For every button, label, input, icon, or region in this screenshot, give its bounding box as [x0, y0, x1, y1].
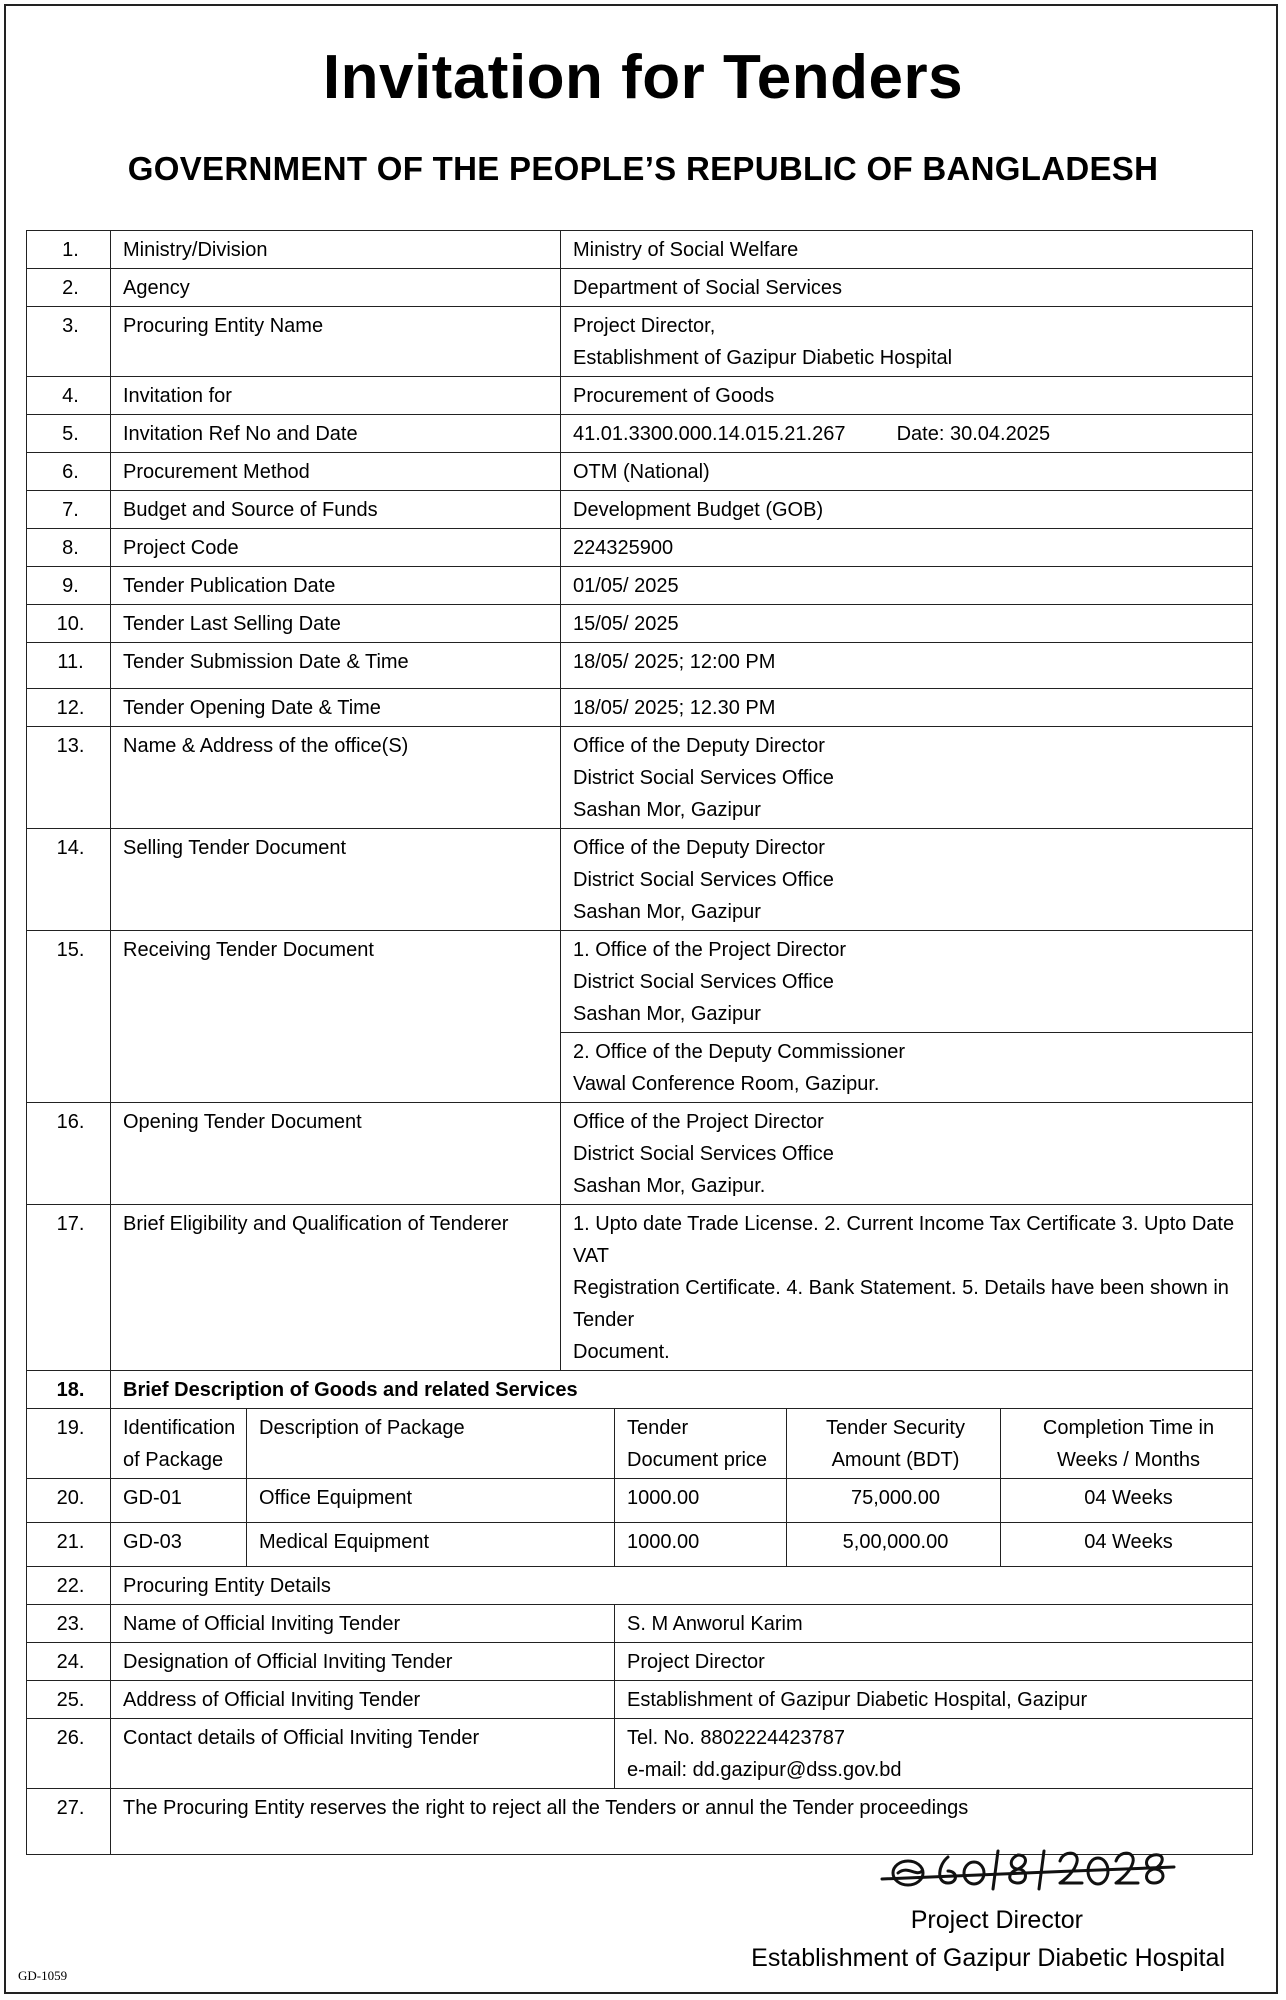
table-row — [27, 231, 1253, 269]
row-value: S. M Anworul Karim — [615, 1605, 1253, 1643]
package-price: 1000.00 — [615, 1479, 787, 1523]
row-number: 13. — [27, 727, 111, 829]
row-label: Budget and Source of Funds — [111, 491, 561, 529]
package-row — [27, 1479, 1253, 1523]
row-number: 21. — [27, 1523, 111, 1567]
header-line: Tender Security — [826, 1417, 965, 1439]
row-value: 224325900 — [561, 529, 1253, 567]
row-value: Development Budget (GOB) — [561, 491, 1253, 529]
header-description: Description of Package — [247, 1409, 615, 1479]
table-row — [27, 689, 1253, 727]
row-number: 18. — [27, 1371, 111, 1409]
value-line: Document. — [573, 1341, 670, 1363]
value-line: Sashan Mor, Gazipur — [573, 799, 761, 821]
row-number: 16. — [27, 1103, 111, 1205]
row-value — [561, 1033, 1253, 1103]
table-row — [27, 567, 1253, 605]
table-row — [27, 1567, 1253, 1605]
row-label: Designation of Official Inviting Tender — [111, 1643, 615, 1681]
package-id: GD-01 — [111, 1479, 247, 1523]
row-value: Project Director — [615, 1643, 1253, 1681]
header-line: of Package — [123, 1449, 224, 1471]
table-row — [27, 529, 1253, 567]
row-value: OTM (National) — [561, 453, 1253, 491]
value-line: District Social Services Office — [573, 1143, 834, 1165]
row-number: 1. — [27, 231, 111, 269]
row-number: 25. — [27, 1681, 111, 1719]
table-row — [27, 727, 1253, 829]
value-line: 1. Office of the Project Director — [573, 939, 847, 961]
row-label: Tender Submission Date & Time — [111, 643, 561, 689]
table-row — [27, 931, 1253, 1033]
row-label: Ministry/Division — [111, 231, 561, 269]
value-line: Sashan Mor, Gazipur — [573, 901, 761, 923]
row-number: 11. — [27, 643, 111, 689]
row-label: Opening Tender Document — [111, 1103, 561, 1205]
reservation-note: The Procuring Entity reserves the right to reject all the Tenders or annul the Tender proceedings — [111, 1789, 1253, 1855]
row-number: 8. — [27, 529, 111, 567]
table-row — [27, 1643, 1253, 1681]
value-line: Sashan Mor, Gazipur. — [573, 1175, 766, 1197]
row-value: Ministry of Social Welfare — [561, 231, 1253, 269]
row-number: 9. — [27, 567, 111, 605]
row-label: Procurement Method — [111, 453, 561, 491]
row-value — [561, 415, 1253, 453]
row-number: 19. — [27, 1409, 111, 1479]
row-number: 10. — [27, 605, 111, 643]
row-number: 24. — [27, 1643, 111, 1681]
table-row — [27, 491, 1253, 529]
row-label: Invitation for — [111, 377, 561, 415]
header-line: Tender — [627, 1417, 689, 1439]
package-time: 04 Weeks — [1001, 1479, 1253, 1523]
page-title: Invitation for Tenders — [322, 43, 964, 112]
row-value — [561, 829, 1253, 931]
table-row — [27, 1371, 1253, 1409]
header-line: Identification — [123, 1417, 236, 1439]
row-value: 18/05/ 2025; 12.30 PM — [561, 689, 1253, 727]
row-label: Tender Publication Date — [111, 567, 561, 605]
table-row — [27, 453, 1253, 491]
row-label: Tender Opening Date & Time — [111, 689, 561, 727]
row-value — [561, 1205, 1253, 1371]
signatory-organization: Establishment of Gazipur Diabetic Hospital — [751, 1944, 1225, 1972]
table-row — [27, 1103, 1253, 1205]
row-value — [561, 307, 1253, 377]
package-description: Medical Equipment — [247, 1523, 615, 1567]
row-number: 7. — [27, 491, 111, 529]
invitation-ref-no: 41.01.3300.000.14.015.21.267 — [573, 423, 846, 445]
table-row — [27, 829, 1253, 931]
row-number: 27. — [27, 1789, 111, 1855]
section-heading: Brief Description of Goods and related Services — [111, 1371, 1253, 1409]
package-security: 5,00,000.00 — [787, 1523, 1001, 1567]
header-line: Completion Time in — [1042, 1417, 1215, 1439]
row-number: 5. — [27, 415, 111, 453]
value-line: Registration Certificate. 4. Bank Statement. 5. Details have been shown in Tender — [573, 1277, 1229, 1331]
package-row — [27, 1523, 1253, 1567]
package-id: GD-03 — [111, 1523, 247, 1567]
value-line: 1. Upto date Trade License. 2. Current Income Tax Certificate 3. Upto Date VAT — [573, 1213, 1235, 1267]
row-number: 20. — [27, 1479, 111, 1523]
row-number: 15. — [27, 931, 111, 1103]
row-value: 01/05/ 2025 — [561, 567, 1253, 605]
value-line: Sashan Mor, Gazipur — [573, 1003, 761, 1025]
signatory-title: Project Director — [910, 1906, 1083, 1934]
value-line: e-mail: dd.gazipur@dss.gov.bd — [627, 1759, 902, 1781]
row-label: Procuring Entity Name — [111, 307, 561, 377]
row-value: Procurement of Goods — [561, 377, 1253, 415]
package-security: 75,000.00 — [787, 1479, 1001, 1523]
government-heading: GOVERNMENT OF THE PEOPLE’S REPUBLIC OF BANGLADESH — [127, 150, 1159, 187]
row-value: 18/05/ 2025; 12:00 PM — [561, 643, 1253, 689]
value-line: District Social Services Office — [573, 767, 834, 789]
table-row — [27, 643, 1253, 689]
package-price: 1000.00 — [615, 1523, 787, 1567]
row-label: Receiving Tender Document — [111, 931, 561, 1103]
table-row — [27, 1719, 1253, 1789]
tender-table — [26, 230, 1253, 1855]
row-label: Invitation Ref No and Date — [111, 415, 561, 453]
header-identification — [111, 1409, 247, 1479]
value-line: District Social Services Office — [573, 971, 834, 993]
header-security — [787, 1409, 1001, 1479]
signature-image — [878, 1825, 1178, 1895]
value-line: Project Director, — [573, 315, 716, 337]
row-number: 17. — [27, 1205, 111, 1371]
row-value — [561, 727, 1253, 829]
value-line: 2. Office of the Deputy Commissioner — [573, 1041, 905, 1063]
section-heading: Procuring Entity Details — [111, 1567, 1253, 1605]
row-label: Selling Tender Document — [111, 829, 561, 931]
value-line: Establishment of Gazipur Diabetic Hospital — [573, 347, 953, 369]
row-number: 4. — [27, 377, 111, 415]
value-line: District Social Services Office — [573, 869, 834, 891]
table-row — [27, 605, 1253, 643]
row-value — [615, 1719, 1253, 1789]
value-line: Vawal Conference Room, Gazipur. — [573, 1073, 880, 1095]
table-row — [27, 269, 1253, 307]
row-number: 12. — [27, 689, 111, 727]
row-label: Tender Last Selling Date — [111, 605, 561, 643]
table-row — [27, 377, 1253, 415]
invitation-date: Date: 30.04.2025 — [896, 423, 1051, 445]
table-row — [27, 1681, 1253, 1719]
table-row — [27, 1605, 1253, 1643]
package-header-row — [27, 1409, 1253, 1479]
document-code: GD-1059 — [18, 1968, 68, 1983]
header-line: Document price — [627, 1449, 768, 1471]
row-number: 6. — [27, 453, 111, 491]
header-completion-time — [1001, 1409, 1253, 1479]
row-number: 3. — [27, 307, 111, 377]
row-value — [561, 1103, 1253, 1205]
row-number: 14. — [27, 829, 111, 931]
row-label: Project Code — [111, 529, 561, 567]
row-number: 2. — [27, 269, 111, 307]
row-value — [561, 931, 1253, 1033]
table-row — [27, 1205, 1253, 1371]
row-label: Agency — [111, 269, 561, 307]
row-label: Name of Official Inviting Tender — [111, 1605, 615, 1643]
row-value: 15/05/ 2025 — [561, 605, 1253, 643]
value-line: Tel. No. 8802224423787 — [627, 1727, 845, 1749]
row-number: 22. — [27, 1567, 111, 1605]
row-label: Brief Eligibility and Qualification of Tenderer — [111, 1205, 561, 1371]
row-label: Name & Address of the office(S) — [111, 727, 561, 829]
row-number: 23. — [27, 1605, 111, 1643]
header-line: Amount (BDT) — [831, 1449, 960, 1471]
value-line: Office of the Project Director — [573, 1111, 824, 1133]
table-row — [27, 307, 1253, 377]
value-line: Office of the Deputy Director — [573, 837, 825, 859]
header-line: Weeks / Months — [1056, 1449, 1201, 1471]
value-line: Office of the Deputy Director — [573, 735, 825, 757]
row-value: Department of Social Services — [561, 269, 1253, 307]
table-row — [27, 415, 1253, 453]
row-value: Establishment of Gazipur Diabetic Hospital, Gazipur — [615, 1681, 1253, 1719]
package-description: Office Equipment — [247, 1479, 615, 1523]
row-number: 26. — [27, 1719, 111, 1789]
row-label: Address of Official Inviting Tender — [111, 1681, 615, 1719]
package-time: 04 Weeks — [1001, 1523, 1253, 1567]
row-label: Contact details of Official Inviting Tender — [111, 1719, 615, 1789]
header-price — [615, 1409, 787, 1479]
